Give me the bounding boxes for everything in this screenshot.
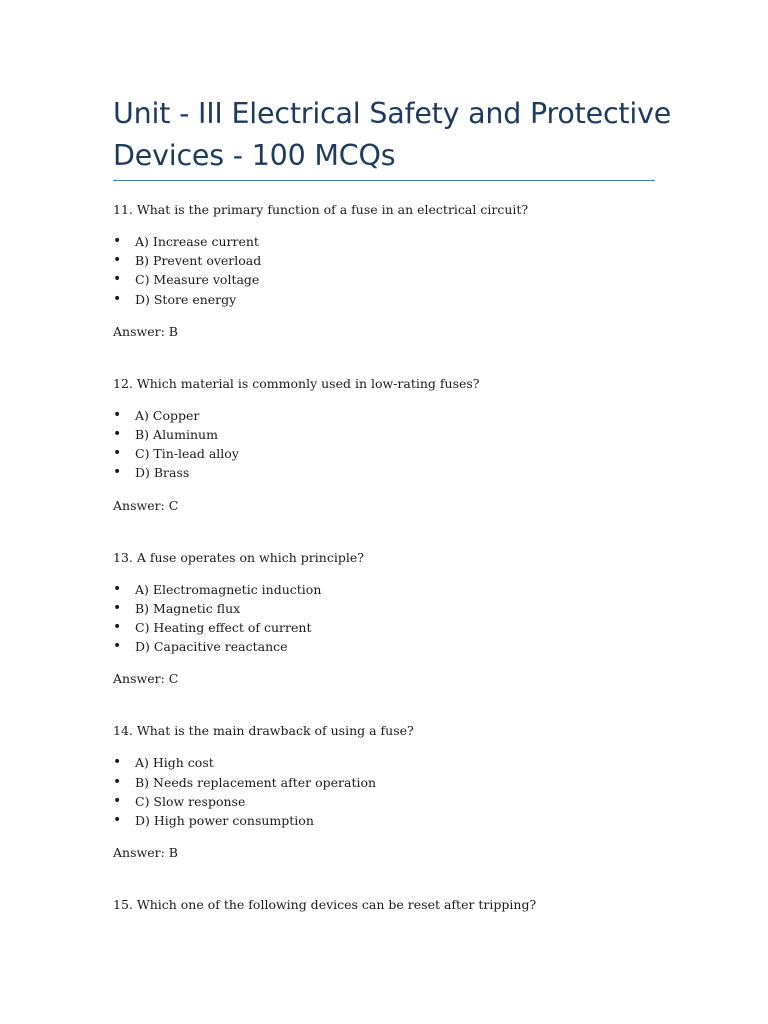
option-label: C) Tin-lead alloy: [135, 446, 239, 462]
question-block: [113, 548, 673, 689]
question-block: [113, 721, 673, 862]
option-list: [113, 232, 673, 309]
title-divider: [113, 180, 655, 181]
bullet-icon: •: [113, 638, 122, 655]
question-spacer: [113, 862, 673, 895]
bullet-icon: •: [113, 271, 122, 288]
answer-text: Answer: C: [113, 497, 179, 513]
question-text: 12. Which material is commonly used in low-rating fuses?: [113, 375, 480, 391]
bullet-icon: •: [113, 580, 122, 597]
option-list: [113, 753, 673, 830]
option-item: [113, 599, 673, 618]
bullet-icon: •: [113, 233, 122, 249]
question-text: 14. What is the main drawback of using a fuse?: [113, 723, 414, 739]
question-text: 11. What is the primary function of a fuse in an electrical circuit?: [113, 202, 529, 217]
option-label: B) Prevent overload: [135, 253, 262, 269]
option-item: [113, 406, 673, 425]
bullet-icon: •: [113, 252, 122, 269]
option-item: [113, 251, 673, 270]
bullet-icon: •: [113, 406, 122, 423]
option-label: D) High power consumption: [135, 813, 314, 829]
question-list: [113, 200, 673, 914]
option-item: [113, 425, 673, 444]
option-item: [113, 290, 673, 309]
option-label: D) Capacitive reactance: [135, 639, 288, 655]
option-item: [113, 637, 673, 656]
bullet-icon: •: [113, 619, 122, 636]
option-label: A) Increase current: [135, 234, 259, 249]
question-text: 13. A fuse operates on which principle?: [113, 549, 364, 565]
bullet-icon: •: [113, 812, 122, 829]
question-spacer: [113, 341, 673, 374]
option-item: [113, 270, 673, 289]
question-spacer: [113, 688, 673, 721]
option-label: B) Magnetic flux: [135, 600, 241, 616]
question-block: [113, 374, 673, 515]
option-item: [113, 773, 673, 792]
option-list: [113, 580, 673, 657]
option-label: B) Needs replacement after operation: [135, 774, 377, 790]
option-label: C) Heating effect of current: [135, 620, 312, 636]
bullet-icon: •: [113, 290, 122, 307]
option-label: C) Measure voltage: [135, 272, 260, 288]
option-item: [113, 463, 673, 482]
option-item: [113, 753, 673, 772]
option-label: A) Copper: [135, 407, 200, 423]
option-list: [113, 406, 673, 483]
option-label: D) Brass: [135, 465, 190, 481]
bullet-icon: •: [113, 445, 122, 462]
answer-text: Answer: B: [113, 845, 178, 861]
option-item: [113, 444, 673, 463]
bullet-icon: •: [113, 599, 122, 616]
document-title: Unit - III Electrical Safety and Protective Devices - 100 MCQs: [113, 97, 672, 172]
option-item: [113, 232, 673, 251]
bullet-icon: •: [113, 792, 122, 809]
option-item: [113, 792, 673, 811]
question-block: [113, 200, 673, 341]
bullet-icon: •: [113, 754, 122, 771]
option-label: A) Electromagnetic induction: [135, 581, 322, 597]
bullet-icon: •: [113, 773, 122, 790]
bullet-icon: •: [113, 426, 122, 443]
option-item: [113, 580, 673, 599]
answer-text: Answer: B: [113, 323, 178, 339]
option-item: [113, 618, 673, 637]
bullet-icon: •: [113, 464, 122, 481]
option-item: [113, 811, 673, 830]
option-label: A) High cost: [135, 755, 214, 771]
option-label: C) Slow response: [135, 793, 246, 809]
option-label: D) Store energy: [135, 291, 237, 307]
answer-text: Answer: C: [113, 671, 179, 687]
question-text: 15. Which one of the following devices can be reset after tripping?: [113, 897, 537, 913]
question-block: [113, 895, 673, 914]
question-spacer: [113, 515, 673, 548]
option-label: B) Aluminum: [135, 427, 218, 443]
